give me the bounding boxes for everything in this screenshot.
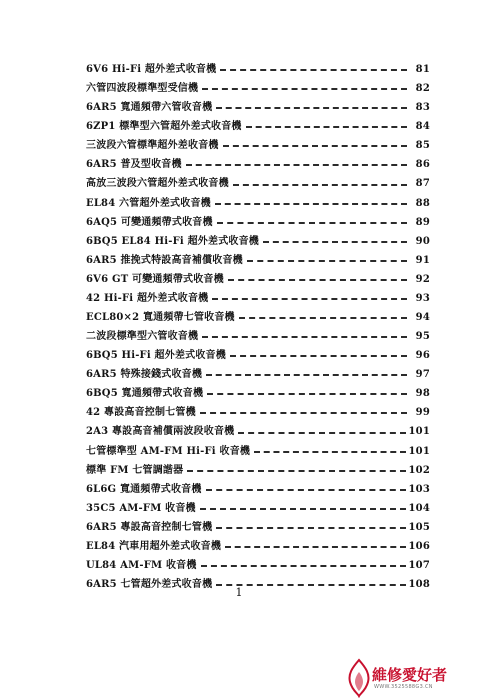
toc-entry [86,174,430,193]
toc-entry-title: UL84 AM-FM 收音機 [86,560,197,572]
toc-entry-title: 6ZP1 標準型六管超外差式收音機 [86,121,242,133]
toc-entry-page: 88 [415,197,430,209]
toc-entry-title: 6L6G 寬通頻帶式收音機 [86,483,202,495]
toc-entry-page: 96 [415,350,430,362]
toc-entry-title: 35C5 AM-FM 收音機 [86,502,196,514]
toc-entry [86,308,430,327]
toc-entry [86,136,430,155]
dot-leader [263,240,407,243]
toc-entry-page: 107 [408,560,430,572]
toc-entry [86,194,430,213]
dot-leader [230,354,407,357]
toc-entry-page: 102 [408,464,430,476]
toc-entry-page: 106 [408,540,430,552]
toc-entry-page: 82 [415,83,430,95]
toc-entry [86,518,430,537]
toc-entry-title: 42 專設高音控制七管機 [86,407,196,419]
toc-entry-page: 89 [415,216,430,228]
toc-entry [86,499,430,518]
dot-leader [239,316,407,319]
dot-leader [201,564,406,567]
dot-leader [220,68,407,71]
toc-entry-page: 99 [415,407,430,419]
toc-entry-title: 高放三波段六管超外差式收音機 [86,178,229,190]
dot-leader [187,469,405,472]
dot-leader [200,411,407,414]
toc-entry-title: 三波段六管標準超外差收音機 [86,140,219,152]
toc-entry-title: 七管標準型 AM-FM Hi-Fi 收音機 [86,445,251,457]
toc-entry-page: 97 [415,369,430,381]
toc-entry-title: 6AR5 推挽式特設高音補償收音機 [86,254,243,266]
table-of-contents [86,60,430,594]
toc-entry [86,98,430,117]
toc-entry-page: 93 [415,292,430,304]
toc-entry-title: 二波段標準型六管收音機 [86,331,199,343]
toc-entry-page: 83 [415,102,430,114]
toc-entry-page: 95 [415,331,430,343]
toc-entry-title: 6AR5 專設高音控制七管機 [86,521,213,533]
toc-entry-page: 87 [415,178,430,190]
dot-leader [202,335,407,338]
toc-entry-page: 86 [415,159,430,171]
toc-entry-page: 103 [408,483,430,495]
toc-entry [86,327,430,346]
toc-entry-page: 98 [415,388,430,400]
watermark-logo [344,654,478,700]
toc-entry-page: 108 [408,579,430,591]
toc-entry-page: 101 [408,445,430,457]
toc-entry-page: 94 [415,312,430,324]
toc-entry-title: 6V6 GT 可變通頻帶式收音機 [86,273,224,285]
dot-leader [238,431,405,434]
toc-entry [86,155,430,174]
dot-leader [233,183,407,186]
toc-entry [86,442,430,461]
toc-entry [86,556,430,575]
toc-entry-page: 101 [408,426,430,438]
toc-entry-title: 6AR5 七管超外差式收音機 [86,579,213,591]
toc-entry-title: 6BQ5 Hi-Fi 超外差式收音機 [86,350,226,362]
toc-entry [86,117,430,136]
toc-entry [86,365,430,384]
dot-leader [223,144,407,147]
toc-entry [86,537,430,556]
toc-entry-title: 標準 FM 七管調諧器 [86,464,184,476]
dot-leader [206,488,406,491]
toc-entry [86,480,430,499]
toc-entry [86,232,430,251]
dot-leader [216,106,407,109]
toc-entry-title: ECL80×2 寬通頻帶七管收音機 [86,312,235,324]
toc-entry-page: 85 [415,140,430,152]
toc-entry-title: EL84 汽車用超外差式收音機 [86,540,222,552]
toc-entry-page: 92 [415,273,430,285]
toc-entry-title: 2A3 專設高音補償兩波段收音機 [86,426,235,438]
toc-entry-title: 6BQ5 EL84 Hi-Fi 超外差式收音機 [86,235,259,247]
toc-entry-page: 84 [415,121,430,133]
toc-entry-title: 6AR5 寬通頻帶六管收音機 [86,102,213,114]
dot-leader [254,450,405,453]
toc-entry [86,289,430,308]
toc-entry [86,60,430,79]
toc-entry [86,213,430,232]
toc-entry [86,251,430,270]
dot-leader [246,125,407,128]
toc-entry-page: 105 [408,521,430,533]
dot-leader [247,259,407,262]
dot-leader [217,221,407,224]
dot-leader [206,373,407,376]
toc-entry [86,384,430,403]
toc-entry-page: 104 [408,502,430,514]
toc-entry [86,79,430,98]
toc-entry-title: 6V6 Hi-Fi 超外差式收音機 [86,64,217,75]
toc-entry-title: 6AR5 特殊接錢式收音機 [86,369,203,381]
toc-entry [86,422,430,441]
dot-leader [216,526,405,529]
toc-entry [86,403,430,422]
toc-entry-title: 6BQ5 寬通頻帶式收音機 [86,388,204,400]
toc-entry [86,461,430,480]
toc-entry-title: EL84 六管超外差式收音機 [86,197,211,209]
flame-icon [344,658,374,698]
dot-leader [202,87,407,90]
toc-entry-title: 6AQ5 可變通頻帶式收音機 [86,216,213,228]
toc-entry-page: 90 [415,235,430,247]
dot-leader [225,545,405,548]
toc-entry [86,346,430,365]
dot-leader [200,507,406,510]
toc-entry-page: 91 [415,254,430,266]
dot-leader [215,202,407,205]
toc-entry-page: 81 [415,64,430,75]
watermark-url: WWW.3525588G3.CN [374,684,433,690]
toc-entry [86,270,430,289]
dot-leader [207,392,407,395]
toc-entry-title: 42 Hi-Fi 超外差式收音機 [86,292,209,304]
toc-entry-title: 六管四波段標準型受信機 [86,83,199,95]
dot-leader [186,163,407,166]
dot-leader [228,278,407,281]
watermark-text: 維修愛好者 [372,666,448,684]
toc-entry-title: 6AR5 普及型收音機 [86,159,182,171]
dot-leader [212,297,407,300]
page-number: 1 [235,586,243,599]
